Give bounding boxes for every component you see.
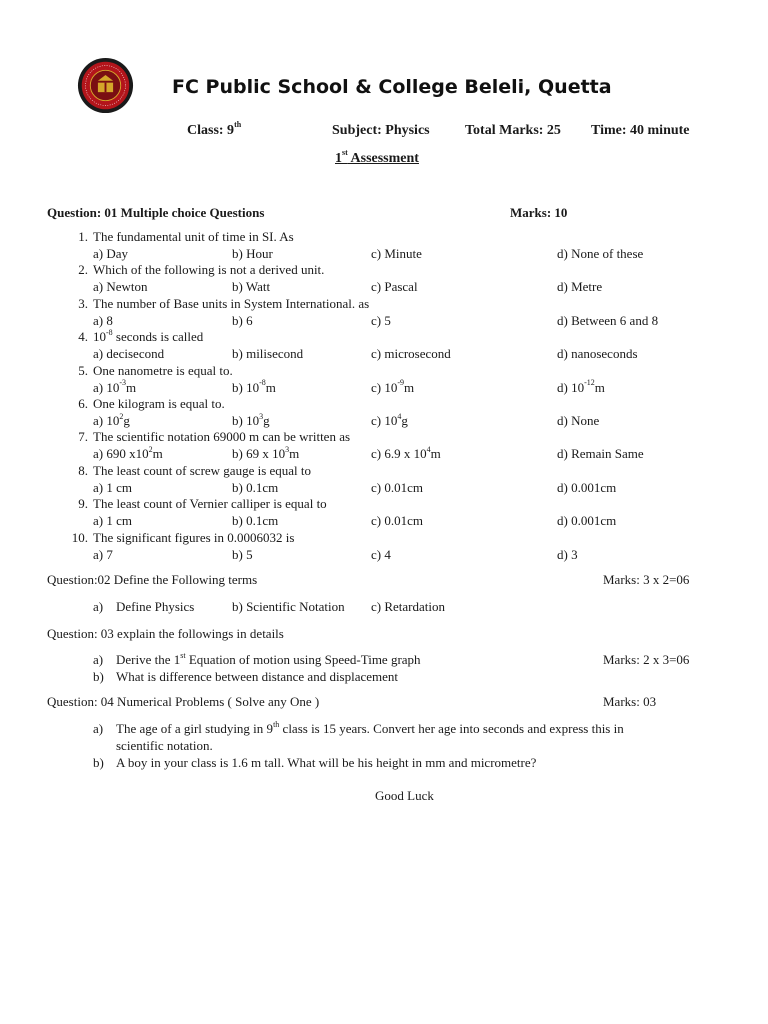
mcq-option	[232, 246, 273, 262]
mcq-option	[93, 513, 132, 529]
time-limit: Time: 40 minute	[591, 123, 690, 138]
question-text-part: The fundamental unit of time in SI. As	[93, 229, 294, 244]
option-text-part: g	[123, 412, 130, 428]
option-text-part: a) decisecond	[93, 346, 165, 362]
option-text-part: c) 0.01cm	[371, 513, 423, 529]
option-text-part: c) 4	[371, 546, 391, 562]
mcq-question-item	[0, 530, 768, 563]
question-number: 1.	[78, 229, 88, 244]
question-number: 10.	[71, 529, 88, 545]
mcq-question-item	[0, 429, 768, 462]
option-superscript: 4	[426, 445, 431, 455]
option-text-part: b) 0.1cm	[232, 513, 279, 529]
q4-b-text: A boy in your class is 1.6 m tall. What will be his height in mm and micrometre?	[116, 755, 537, 770]
q2-b-text: b) Scientific Notation	[232, 599, 345, 614]
option-text-part: m	[594, 379, 605, 395]
question-number: 5.	[78, 362, 88, 378]
option-superscript: -8	[259, 378, 266, 388]
mcq-option	[93, 246, 128, 262]
mcq-question-item	[0, 296, 768, 329]
question-text-part: The number of Base units in System International. as	[93, 295, 370, 311]
q3-title: Question: 03 explain the followings in details	[47, 626, 284, 641]
option-superscript: 3	[285, 445, 290, 455]
mcq-list	[0, 229, 768, 563]
option-text-part: a) 10	[93, 379, 120, 395]
question-text-part: The least count of screw gauge is equal to	[93, 462, 312, 478]
mcq-option	[93, 346, 164, 362]
option-text-part: b) Hour	[232, 246, 273, 261]
option-superscript: 2	[148, 445, 153, 455]
mcq-option	[557, 246, 643, 262]
question-number: 7.	[78, 429, 88, 445]
option-text-part: c) 10	[371, 412, 398, 428]
question-number: 9.	[78, 496, 88, 512]
mcq-option	[557, 279, 602, 295]
option-text-part: c) 6.9 x 10	[371, 446, 427, 462]
question-text-part: Which of the following is not a derived unit.	[93, 262, 325, 278]
mcq-option	[371, 346, 451, 362]
option-text-part: g	[263, 412, 270, 428]
question-text-part: The significant figures in 0.0006032 is	[93, 529, 295, 545]
question-number: 2.	[78, 262, 88, 278]
option-text-part: g	[401, 412, 408, 428]
mcq-option	[371, 380, 414, 396]
mcq-option	[232, 380, 276, 396]
total-marks: Total Marks: 25	[465, 123, 561, 138]
mcq-option	[93, 380, 136, 396]
option-text-part: m	[404, 379, 415, 395]
q4-marks: Marks: 03	[603, 694, 657, 709]
mcq-question-item	[0, 463, 768, 496]
mcq-option	[232, 279, 270, 295]
option-text-part: d) Remain Same	[557, 446, 644, 462]
option-text-part: m	[289, 446, 300, 462]
q3-a-marker: a)	[93, 652, 104, 667]
mcq-question-item	[0, 496, 768, 529]
mcq-option	[371, 413, 408, 429]
question-text-part: 10	[93, 329, 106, 345]
option-text-part: d) None	[557, 412, 600, 428]
q3-marks: Marks: 2 x 3=06	[603, 652, 690, 667]
q3-b-text: What is difference between distance and displacement	[116, 669, 399, 684]
option-text-part: d) 3	[557, 546, 578, 562]
mcq-option	[371, 480, 423, 496]
mcq-option	[557, 313, 658, 329]
mcq-option	[371, 279, 418, 295]
subject-label: Subject: Physics	[332, 123, 430, 138]
q2-a-marker: a)	[93, 599, 104, 614]
question-text	[93, 496, 327, 512]
option-superscript: 3	[259, 411, 264, 421]
option-text-part: d) 0.001cm	[557, 513, 617, 529]
mcq-option	[557, 413, 599, 429]
mcq-option	[232, 346, 303, 362]
q2-c-text: c) Retardation	[371, 599, 445, 614]
school-name: FC Public School & College Beleli, Quetta	[172, 76, 612, 98]
option-text-part: d) Metre	[557, 279, 603, 295]
mcq-option	[371, 246, 422, 262]
option-text-part: a) Day	[93, 246, 129, 261]
option-text-part: b) 10	[232, 379, 260, 395]
q1-title: Question: 01 Multiple choice Questions	[47, 205, 265, 220]
option-text-part: b) 6	[232, 312, 253, 328]
question-number: 3.	[78, 295, 88, 311]
mcq-question-item	[0, 262, 768, 295]
q1-marks: Marks: 10	[510, 205, 568, 220]
q3-b-marker: b)	[93, 669, 104, 684]
question-text	[93, 530, 294, 546]
question-text-part: The least count of Vernier calliper is equal to	[93, 496, 327, 512]
option-text-part: a) Newton	[93, 279, 148, 295]
mcq-option	[557, 480, 616, 496]
mcq-option	[371, 547, 391, 563]
mcq-option	[93, 279, 148, 295]
option-superscript: 2	[119, 411, 124, 421]
option-text-part: a) 10	[93, 412, 120, 428]
q4-title: Question: 04 Numerical Problems ( Solve any One )	[47, 694, 320, 709]
q4-a-marker: a)	[93, 721, 104, 736]
question-number: 6.	[78, 395, 88, 411]
option-text-part: m	[265, 379, 276, 395]
mcq-option	[93, 547, 113, 563]
option-text-part: c) Minute	[371, 246, 422, 261]
class-label: Class: 9th	[187, 120, 242, 138]
mcq-option	[557, 513, 616, 529]
option-text-part: d) 0.001cm	[557, 479, 617, 495]
question-text-part: One nanometre is equal to.	[93, 362, 233, 378]
option-text-part: m	[152, 446, 163, 462]
question-text	[93, 396, 225, 412]
mcq-option	[232, 313, 253, 329]
mcq-option	[232, 480, 278, 496]
option-text-part: m	[126, 379, 137, 395]
option-text-part: b) 0.1cm	[232, 479, 279, 495]
option-superscript: 4	[397, 411, 402, 421]
mcq-option	[371, 313, 391, 329]
option-text-part: b) 5	[232, 546, 253, 562]
question-text-part: The scientific notation 69000 m can be written as	[93, 429, 351, 445]
question-text	[93, 429, 350, 445]
mcq-option	[371, 513, 423, 529]
q3-a-text: Derive the 1st Equation of motion using Speed-Time graph	[116, 650, 421, 667]
option-superscript: -12	[584, 378, 595, 388]
option-text-part: b) Watt	[232, 279, 271, 295]
mcq-option	[557, 547, 578, 563]
option-text-part: a) 1 cm	[93, 479, 132, 495]
option-text-part: d) 10	[557, 379, 585, 395]
question-text-part: seconds is called	[112, 329, 204, 345]
q4-a-text-line2: scientific notation.	[116, 738, 213, 753]
mcq-option	[232, 413, 270, 429]
option-text-part: c) Pascal	[371, 279, 418, 295]
option-text-part: a) 8	[93, 312, 113, 328]
mcq-option	[93, 313, 113, 329]
question-number: 4.	[78, 329, 88, 345]
good-luck: Good Luck	[375, 788, 434, 803]
mcq-question-item	[0, 363, 768, 396]
question-text	[93, 329, 203, 345]
q2-title: Question:02 Define the Following terms	[47, 572, 258, 587]
question-text	[93, 463, 311, 479]
assessment-title: 1st Assessment	[335, 148, 419, 166]
mcq-question-item	[0, 396, 768, 429]
mcq-option	[232, 547, 253, 563]
mcq-option	[557, 346, 638, 362]
mcq-option	[557, 380, 605, 396]
option-superscript: -9	[397, 378, 405, 388]
mcq-option	[93, 413, 130, 429]
q2-a-text: Define Physics	[116, 599, 195, 614]
question-text	[93, 296, 369, 312]
q2-marks: Marks: 3 x 2=06	[603, 572, 690, 587]
q4-a-text: The age of a girl studying in 9th class is 15 years. Convert her age into seconds and express this in	[116, 719, 624, 736]
option-text-part: c) microsecond	[371, 346, 451, 362]
option-text-part: b) 69 x 10	[232, 446, 286, 462]
option-text-part: a) 690 x10	[93, 446, 149, 462]
question-text	[93, 229, 294, 245]
option-text-part: a) 1 cm	[93, 513, 132, 529]
question-text	[93, 363, 233, 379]
option-text-part: d) Between 6 and 8	[557, 312, 659, 328]
q4-b-marker: b)	[93, 755, 104, 770]
mcq-option	[93, 446, 163, 462]
option-text-part: a) 7	[93, 546, 113, 562]
option-text-part: c) 10	[371, 379, 398, 395]
mcq-question-item	[0, 329, 768, 362]
school-logo-emblem	[77, 57, 134, 114]
mcq-question-item	[0, 229, 768, 262]
mcq-option	[232, 513, 278, 529]
option-text-part: b) 10	[232, 412, 260, 428]
option-text-part: d) None of these	[557, 246, 644, 261]
mcq-option	[557, 446, 644, 462]
option-text-part: b) milisecond	[232, 346, 304, 362]
option-text-part: c) 0.01cm	[371, 479, 423, 495]
mcq-option	[232, 446, 299, 462]
mcq-option	[371, 446, 441, 462]
option-text-part: d) nanoseconds	[557, 346, 638, 362]
question-text-superscript: -8	[106, 327, 113, 337]
option-text-part: c) 5	[371, 312, 391, 328]
option-text-part: m	[430, 446, 441, 462]
question-number: 8.	[78, 462, 88, 478]
question-text	[93, 262, 324, 278]
question-text-part: One kilogram is equal to.	[93, 395, 225, 411]
mcq-option	[93, 480, 132, 496]
option-superscript: -3	[119, 378, 127, 388]
